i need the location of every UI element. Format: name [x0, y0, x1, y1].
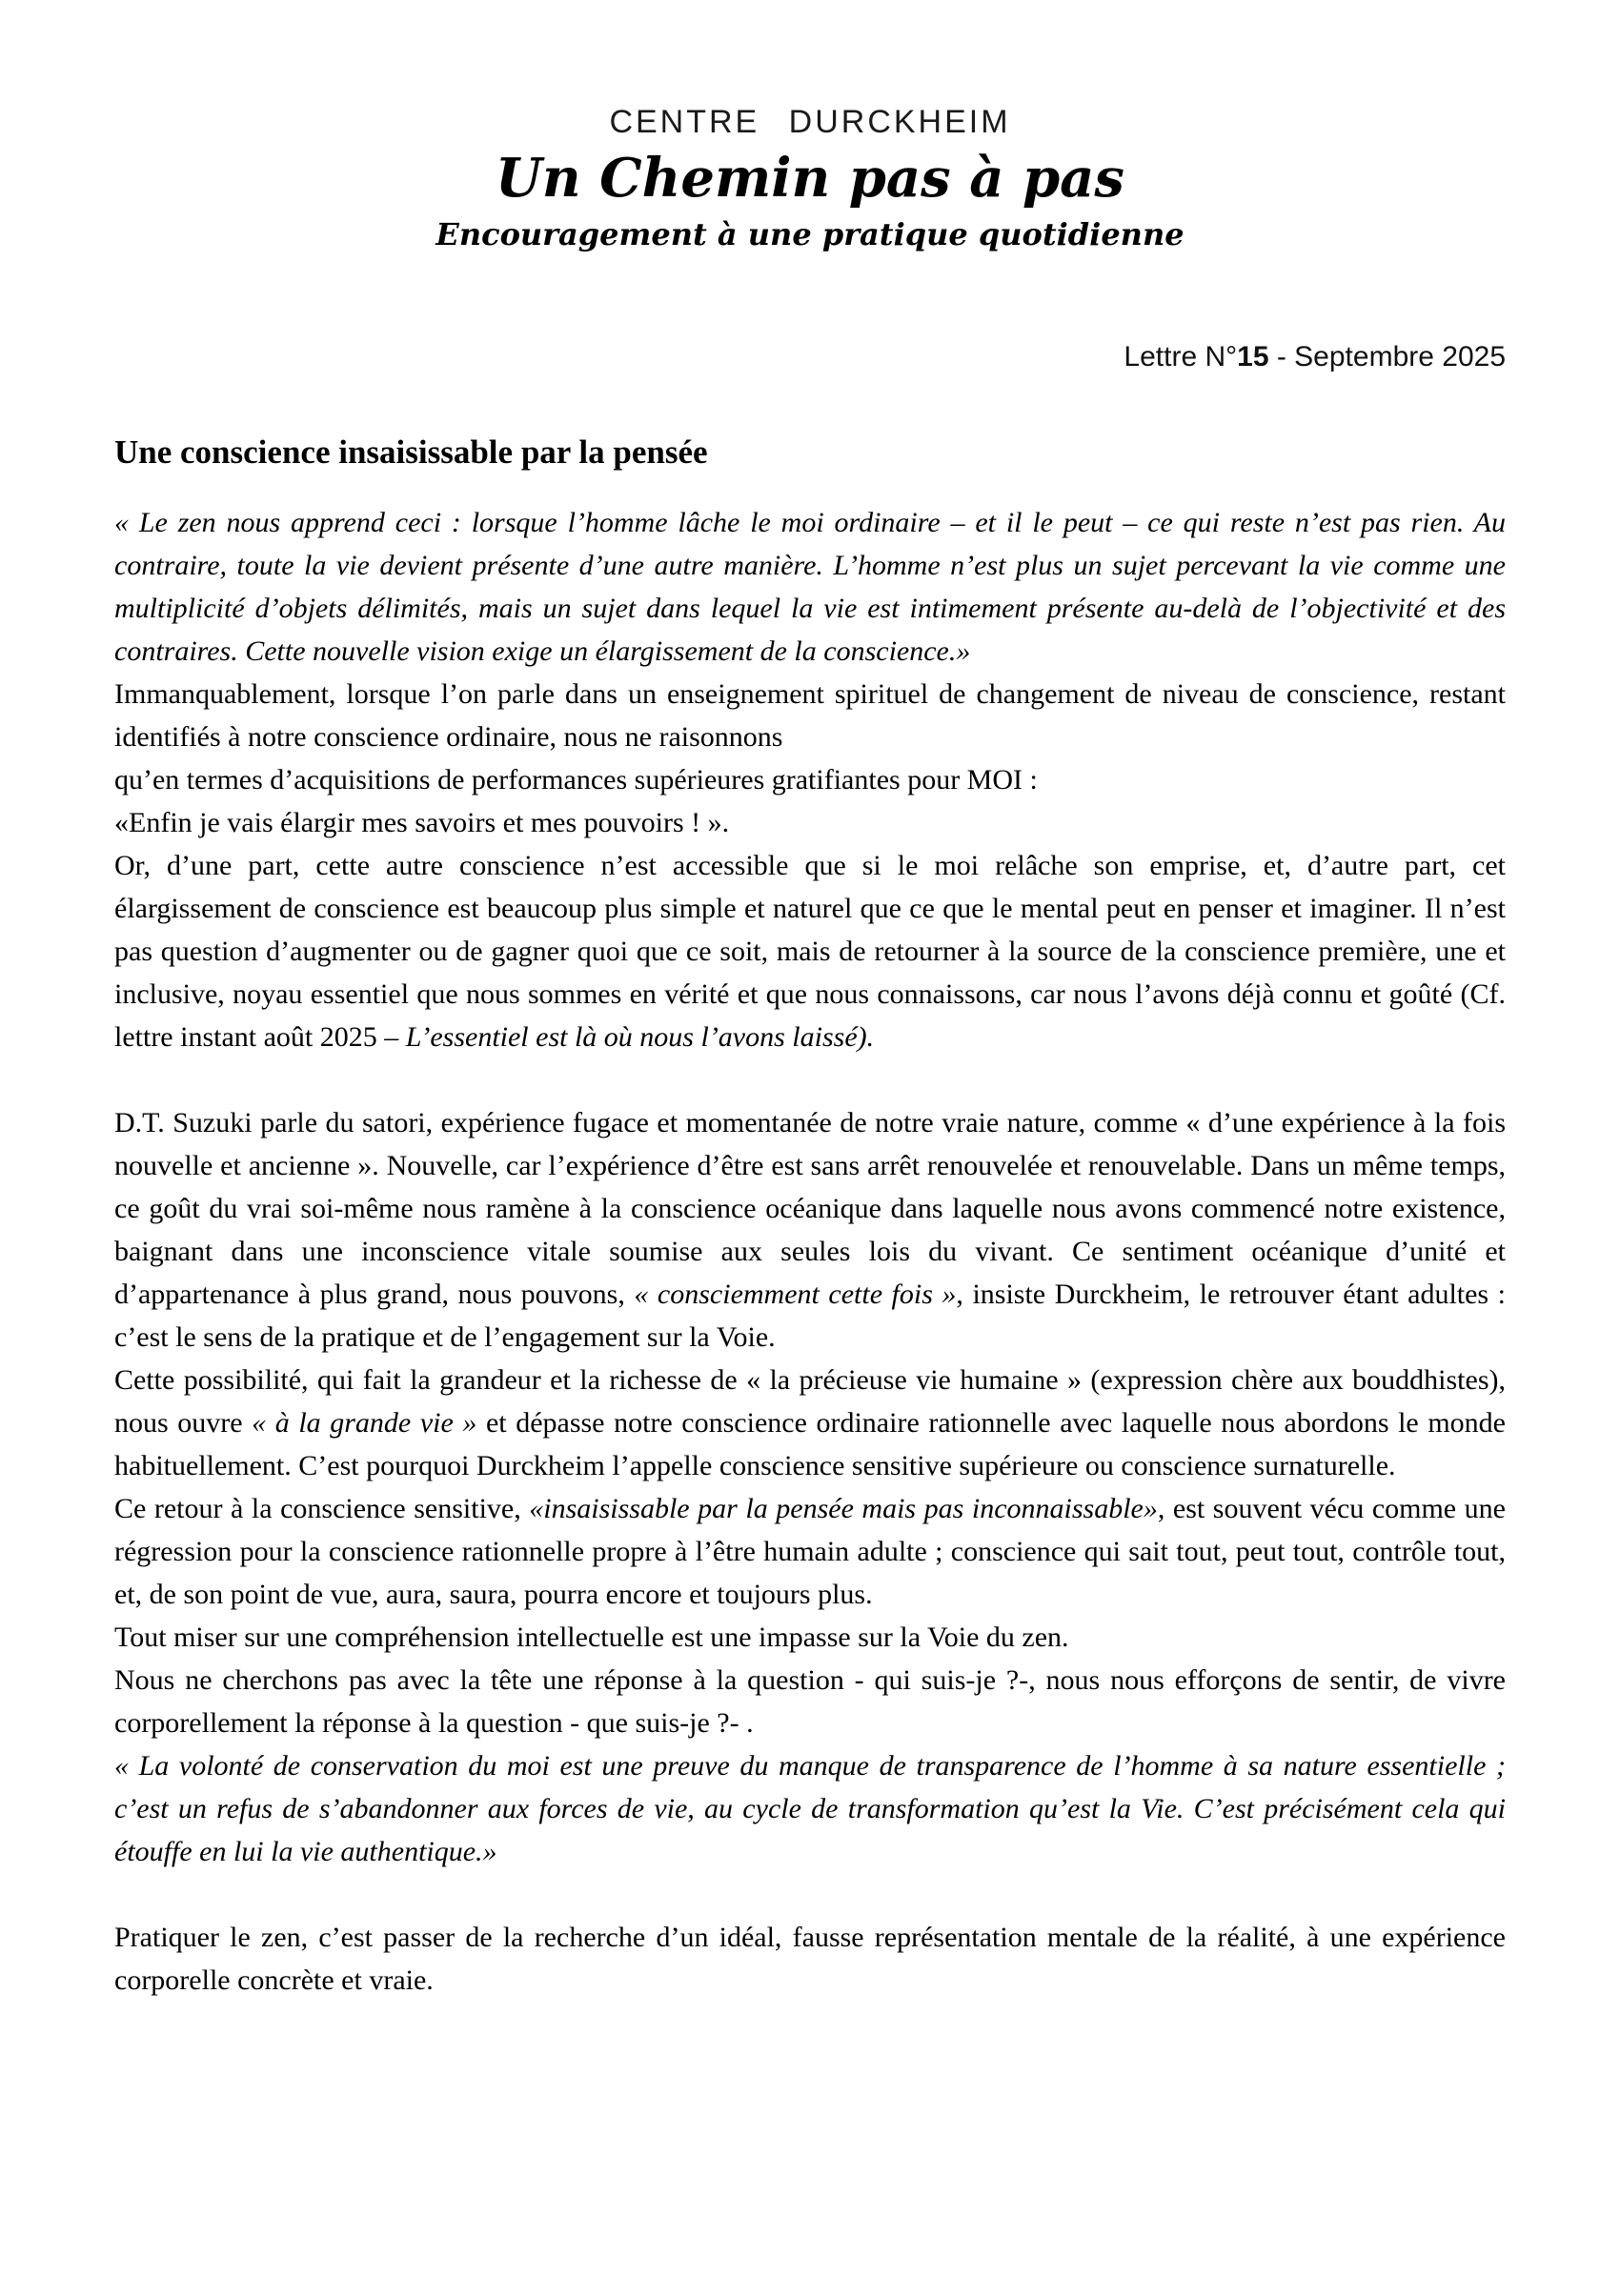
text-run: Cette possibilité, qui fait la grandeur et la richesse de « la précieuse vie humaine » (expression chère aux bouddhistes), nous ouvre — [114, 1364, 1506, 1440]
text-run: et dépasse notre conscience ordinaire rationnelle avec laquelle nous abordons le monde habituellement. C’est pourquoi Durckheim l’appelle conscience sensitive supérieure ou conscience surnaturelle. — [114, 1407, 1506, 1482]
italic-text-run: « Le zen nous apprend ceci : lorsque l’homme lâche le moi ordinaire – et il le peut – ce qui reste n’est pas rien. Au contraire, toute la vie devient présente d’une autre manière. L’homme n’est plus un sujet percevant la vie comme une multiplicité d’objets délimités, mais un sujet dans lequel la vie est intimement présente au-delà de l’objectivité et des contraires. Cette nouvelle vision exige un élargissement de la conscience.» — [114, 507, 1506, 668]
text-run: Tout miser sur une compréhension intellectuelle est une impasse sur la Voie du zen. — [114, 1621, 1069, 1654]
text-run: qu’en termes d’acquisitions de performances supérieures gratifiantes pour MOI : — [114, 764, 1038, 796]
text-run: Or, d’une part, cette autre conscience n’est accessible que si le moi relâche son emprise, et, d’autre part, cet élargissement de conscience est beaucoup plus simple et naturel que ce que le mental peut en penser et imaginer. Il n’est pas question d’augmenter ou de gagner quoi que ce soit, mais de retourner à la source de la conscience première, une et inclusive, noyau essentiel que nous sommes en vérité et que nous connaissons, car nous l’avons déjà connu et goûté (Cf. lettre instant août 2025 – — [114, 850, 1506, 1054]
text-run: , insiste Durckheim, le retrouver étant adultes : c’est le sens de la pratique et de l’engagement sur la Voie. — [114, 1279, 1506, 1354]
newsletter-title: Un Chemin pas à pas — [496, 147, 1124, 211]
letterhead — [114, 105, 1506, 252]
text-run: «Enfin je vais élargir mes savoirs et mes pouvoirs ! ». — [114, 807, 730, 839]
paragraph — [114, 1616, 1506, 1659]
text-run: Nous ne cherchons pas avec la tête une réponse à la question - qui suis-je ?-, nous nous efforçons de sentir, de vivre corporellement la réponse à la question - que suis-je ?- . — [114, 1664, 1506, 1740]
letter-number-date — [114, 340, 1506, 374]
italic-text-run: L’essentiel est là où nous l’avons laissé). — [405, 1021, 875, 1054]
italic-text-run: « consciemment cette fois » — [634, 1279, 957, 1311]
text-run: Pratiquer le zen, c’est passer de la recherche d’un idéal, fausse représentation mentale de la réalité, à une expérience corporelle concrète et vraie. — [114, 1922, 1506, 1997]
text-run: , est souvent vécu comme une régression pour la conscience rationnelle propre à l’être humain adulte ; conscience qui sait tout, peut tout, contrôle tout, et, de son point de vue, aura, saura, pourra encore et toujours plus. — [114, 1493, 1506, 1611]
paragraph-spacer — [114, 1873, 1506, 1916]
paragraph — [114, 1744, 1506, 1873]
org-name: CENTRE DURCKHEIM — [609, 104, 1011, 140]
italic-text-run: « à la grande vie » — [252, 1407, 477, 1440]
article-heading: Une conscience insaisissable par la pensée — [114, 433, 708, 471]
paragraph — [114, 758, 1506, 801]
paragraph — [114, 1101, 1506, 1359]
paragraph — [114, 844, 1506, 1058]
paragraph — [114, 1916, 1506, 2002]
text-run: Ce retour à la conscience sensitive, — [114, 1493, 530, 1525]
newsletter-subtitle: Encouragement à une pratique quotidienne — [435, 215, 1185, 252]
italic-text-run: « La volonté de conservation du moi est une preuve du manque de transparence de l’homme à sa nature essentielle ; c’est un refus de s’abandonner aux forces de vie, au cycle de transformation qu’est la Vie. C’est précisément cela qui étouffe en lui la vie authentique.» — [114, 1750, 1506, 1868]
text-run: D.T. Suzuki parle du satori, expérience fugace et momentanée de notre vraie nature, comme « d’une expérience à la fois nouvelle et ancienne ». Nouvelle, car l’expérience d’être est sans arrêt renouvelée et renouvelable. Dans un même temps, ce goût du vrai soi-même nous ramène à la conscience océanique dans laquelle nous avons commencé notre existence, baignant dans une inconscience vitale soumise aux seules lois du vivant. Ce sentiment océanique d’unité et d’appartenance à plus grand, nous pouvons, — [114, 1107, 1506, 1311]
text-run: Immanquablement, lorsque l’on parle dans un enseignement spirituel de changement de niveau de conscience, restant identifiés à notre conscience ordinaire, nous ne raisonnons — [114, 678, 1506, 754]
paragraph — [114, 1359, 1506, 1487]
paragraph — [114, 501, 1506, 673]
paragraph — [114, 1659, 1506, 1744]
letter-number: 15 — [1237, 340, 1269, 373]
paragraph — [114, 673, 1506, 758]
paragraph — [114, 1487, 1506, 1616]
letter-date: - Septembre 2025 — [1268, 340, 1506, 373]
article-body — [114, 501, 1506, 2002]
italic-text-run: «insaisissable par la pensée mais pas inconnaissable» — [529, 1493, 1158, 1525]
paragraph-spacer — [114, 1058, 1506, 1101]
paragraph — [114, 801, 1506, 844]
letter-label: Lettre N° — [1124, 340, 1238, 373]
